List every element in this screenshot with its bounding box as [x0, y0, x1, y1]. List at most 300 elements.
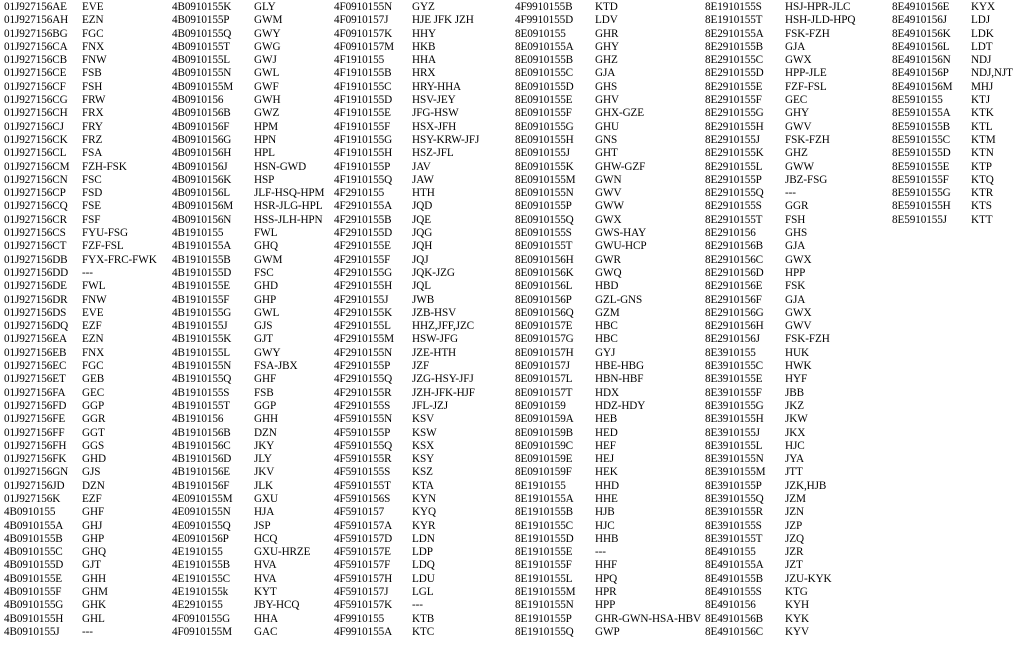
part-code: 8E3910155Q [705, 492, 764, 505]
part-value: KYV [785, 625, 809, 638]
table-row [515, 559, 701, 572]
part-code: 4B0910155P [172, 14, 230, 27]
part-value: LDU [412, 572, 435, 585]
part-code: 8E4910156P [892, 67, 949, 80]
table-row [705, 280, 855, 293]
part-code: 01J927156CB [4, 54, 67, 67]
part-code: 8E4910156E [892, 1, 950, 13]
part-code: 8E2910155F [705, 94, 762, 107]
part-value: GWY [254, 346, 281, 359]
part-code: 01J927156CT [4, 240, 67, 253]
table-row [334, 320, 479, 333]
table-column [4, 1, 157, 639]
table-row [4, 307, 157, 320]
part-code: 4B1910155S [172, 386, 230, 399]
table-row [4, 413, 157, 426]
table-row [4, 254, 157, 267]
part-value: FSA [82, 147, 103, 160]
table-column [705, 1, 855, 639]
part-value: GHF [254, 373, 277, 386]
part-value: JZP [785, 519, 803, 532]
part-code: 8E4910156C [705, 625, 764, 638]
table-row [515, 387, 701, 400]
part-code: 4F5910155S [334, 466, 391, 479]
part-code: 01J927156BG [4, 27, 68, 40]
part-code: 4F1910155B [334, 67, 392, 80]
part-value: FWL [82, 280, 106, 293]
table-row [172, 294, 324, 307]
part-code: 8E0910155B [515, 54, 574, 67]
part-value: JZF [412, 360, 430, 373]
part-value: HBE-HBG [595, 360, 645, 373]
part-code: 4E2910155 [172, 599, 223, 612]
part-code: 4F2910155N [334, 346, 393, 359]
part-value: HBC [595, 333, 618, 346]
table-row [4, 520, 157, 533]
table-row [705, 307, 855, 320]
table-row [705, 1, 855, 14]
part-code: 01J927156FA [4, 386, 66, 399]
part-value: FNW [82, 293, 107, 306]
part-code: 8E1910155F [515, 559, 572, 572]
table-row [172, 493, 324, 506]
table-row [172, 54, 324, 67]
part-value: NDJ [971, 54, 992, 67]
part-value: FSD [82, 187, 103, 200]
part-code: 4F5910157 [334, 506, 385, 519]
table-row [705, 94, 855, 107]
part-value: LDJ [971, 14, 990, 27]
part-value: EZN [82, 333, 104, 346]
part-value: FRY [82, 120, 103, 133]
table-row [892, 174, 1013, 187]
part-value: KSZ [412, 466, 433, 479]
table-row [705, 480, 855, 493]
part-code: 4B0910155M [172, 80, 234, 93]
table-row [892, 41, 1013, 54]
part-code: 4B1910156B [172, 426, 231, 439]
table-row [705, 28, 855, 41]
table-row [172, 613, 324, 626]
table-row [172, 506, 324, 519]
part-value: KTQ [971, 173, 994, 186]
table-row [172, 533, 324, 546]
table-row [334, 559, 479, 572]
part-code: 8E0910156L [515, 280, 573, 293]
part-code: 4F1910155F [334, 120, 391, 133]
table-row [515, 67, 701, 80]
part-code: 4B0910155N [172, 67, 232, 80]
part-code: 8E0910157T [515, 386, 573, 399]
part-code: 8E0910157J [515, 360, 570, 373]
table-row [705, 440, 855, 453]
part-value: GWL [254, 306, 280, 319]
part-value: JQJ [412, 253, 429, 266]
part-value: HPQ [595, 572, 618, 585]
part-value: HSV-JEY [412, 94, 456, 107]
table-row [515, 1, 701, 14]
part-code: 4F5910157E [334, 546, 391, 559]
part-code: 01J927156K [4, 492, 61, 505]
part-code: 8E2910156F [705, 293, 762, 306]
part-value: HUK [785, 346, 809, 359]
part-code: 4B1910155T [172, 399, 231, 412]
part-code: 4F1910155 [334, 54, 385, 67]
table-row [334, 67, 479, 80]
part-code: 8E1910155D [515, 532, 574, 545]
part-value: HSW-JFG [412, 333, 458, 346]
table-row [4, 67, 157, 80]
table-row [334, 267, 479, 280]
part-code: 4F9910155D [515, 14, 574, 27]
table-row [515, 613, 701, 626]
table-row [4, 559, 157, 572]
part-code: 8E0910156P [515, 293, 572, 306]
part-code: 01J927156EC [4, 360, 67, 373]
part-code: 8E2910155B [705, 40, 764, 53]
table-row [705, 81, 855, 94]
part-value: GHQ [254, 240, 278, 253]
part-code: 8E1910155Q [515, 625, 574, 638]
table-row [334, 200, 479, 213]
part-value: HVA [254, 559, 277, 572]
part-value: HPP-JLE [785, 67, 827, 80]
table-row [705, 586, 855, 599]
part-value: GWW [595, 200, 624, 213]
part-value: HJC [785, 439, 805, 452]
part-value: JKW [785, 413, 808, 426]
table-row [334, 254, 479, 267]
table-row [172, 573, 324, 586]
table-column [892, 1, 1013, 227]
part-code: 8E3910155M [705, 466, 766, 479]
part-value: HSP [254, 173, 275, 186]
part-code: 8E3910155R [705, 506, 764, 519]
table-row [172, 267, 324, 280]
part-code: 4B0910155J [4, 625, 60, 638]
part-value: KTN [971, 147, 994, 160]
part-code: 8E2910155S [705, 200, 762, 213]
table-row [4, 466, 157, 479]
part-code: 8E1910155N [515, 599, 574, 612]
table-row [4, 387, 157, 400]
table-row [705, 333, 855, 346]
part-value: JLY [254, 453, 272, 466]
table-row [4, 174, 157, 187]
part-code: 8E0910159C [515, 439, 574, 452]
part-value: HSR-JLG-HPL [254, 200, 323, 213]
table-row [705, 294, 855, 307]
part-code: 4B0910155B [4, 532, 63, 545]
table-row [892, 147, 1013, 160]
part-code: 8E0910155G [515, 120, 574, 133]
table-row [892, 14, 1013, 27]
part-value: JZT [785, 559, 803, 572]
part-code: 01J927156FH [4, 439, 67, 452]
part-code: 01J927156DD [4, 266, 69, 279]
table-row [705, 373, 855, 386]
part-value: GWQ [595, 266, 622, 279]
table-row [334, 347, 479, 360]
part-value: FZH-FSK [82, 160, 127, 173]
part-code: 4E0910155Q [172, 519, 231, 532]
part-value: KTD [595, 1, 618, 13]
part-value: GWS-HAY [595, 227, 647, 240]
table-row [334, 546, 479, 559]
part-code: 4B1910155Q [172, 373, 232, 386]
part-code: 4E1910155B [172, 559, 231, 572]
part-value: JAV [412, 160, 431, 173]
table-row [334, 187, 479, 200]
part-value: HPL [254, 147, 275, 160]
part-value: DZN [82, 479, 105, 492]
part-code: 8E3910155F [705, 386, 762, 399]
table-row [334, 214, 479, 227]
part-code: 8E2910156C [705, 253, 764, 266]
table-row [4, 187, 157, 200]
part-value: FSB [254, 386, 274, 399]
part-value: KTC [412, 625, 435, 638]
part-code: 8E0910155A [515, 40, 574, 53]
part-code: 01J927156AH [4, 14, 69, 27]
part-code: 4F0910155M [172, 625, 232, 638]
part-code: 8E4910155A [705, 559, 764, 572]
table-row [4, 626, 157, 639]
part-value: FZF-FSL [785, 80, 827, 93]
table-row [4, 440, 157, 453]
table-row [892, 94, 1013, 107]
part-value: GWX [785, 306, 812, 319]
table-row [4, 200, 157, 213]
table-row [705, 320, 855, 333]
table-row [4, 121, 157, 134]
part-value: JQE [412, 213, 431, 226]
part-code: 4B0910155L [172, 54, 231, 67]
part-value: JQK-JZG [412, 266, 455, 279]
table-row [334, 613, 479, 626]
table-row [334, 573, 479, 586]
part-value: KYN [412, 492, 436, 505]
part-code: 8E3910155J [705, 426, 760, 439]
part-value: JFG-HSW [412, 107, 459, 120]
part-code: 8E2910156H [705, 320, 764, 333]
part-code: 01J927156GN [4, 466, 69, 479]
table-column [515, 1, 701, 639]
table-row [334, 41, 479, 54]
table-row [515, 453, 701, 466]
table-row [515, 440, 701, 453]
part-value: LDQ [412, 559, 435, 572]
table-row [334, 387, 479, 400]
part-value: GWJ [254, 54, 277, 67]
table-row [705, 54, 855, 67]
part-value: JZE-HTH [412, 346, 457, 359]
table-row [334, 227, 479, 240]
part-value: JZN [785, 506, 804, 519]
part-value: HKB [412, 40, 436, 53]
table-row [892, 134, 1013, 147]
part-code: 4F2910155M [334, 333, 394, 346]
table-row [705, 347, 855, 360]
table-row [172, 41, 324, 54]
part-value: JZK,HJB [785, 479, 827, 492]
part-value: LDK [971, 27, 994, 40]
part-code: 8E5910155F [892, 173, 949, 186]
part-code: 4B0910155Q [172, 27, 232, 40]
part-value: KYR [412, 519, 436, 532]
part-code: 4F2910155K [334, 306, 393, 319]
part-value: GWL [254, 67, 280, 80]
table-row [4, 14, 157, 27]
part-code: 8E4910156N [892, 54, 951, 67]
part-code: 4B1910155F [172, 293, 230, 306]
part-code: 8E2910155D [705, 67, 764, 80]
table-row [4, 28, 157, 41]
part-code: 4B1910156F [172, 479, 230, 492]
part-value: FSK-FZH [785, 27, 830, 40]
part-code: 4B1910155G [172, 306, 232, 319]
part-code: 4F0910155N [334, 1, 393, 13]
part-value: HDZ-HDY [595, 399, 646, 412]
part-code: 8E1910155L [515, 572, 573, 585]
part-value: KYH [785, 599, 809, 612]
part-value: JLF-HSQ-HPM [254, 187, 325, 200]
table-row [515, 347, 701, 360]
table-row [515, 147, 701, 160]
part-code: 01J927156DQ [4, 320, 69, 333]
part-value: GHR-GWN-HSA-HBV [595, 612, 702, 625]
part-code: 8E0910155C [515, 67, 574, 80]
part-value: GHV [595, 94, 619, 107]
part-code: 4B0910156F [172, 120, 230, 133]
part-value: HVA [254, 572, 277, 585]
table-row [515, 200, 701, 213]
part-value: HHZ,JFF,JZC [412, 320, 475, 333]
part-value: GHT [595, 147, 618, 160]
part-value: GEC [785, 94, 808, 107]
part-code: 8E0910155S [515, 227, 572, 240]
table-row [4, 373, 157, 386]
part-value: JZB-HSV [412, 306, 457, 319]
part-value: FSB [82, 67, 102, 80]
table-row [705, 14, 855, 27]
part-value: GWU-HCP [595, 240, 647, 253]
table-row [705, 413, 855, 426]
table-row [705, 240, 855, 253]
part-value: GWX [595, 213, 622, 226]
part-value: GJT [254, 333, 273, 346]
part-value: FRW [82, 94, 106, 107]
table-row [892, 1, 1013, 14]
part-value: KYK [785, 612, 809, 625]
part-value: HHY [412, 27, 436, 40]
part-value: FSF [82, 213, 101, 226]
part-value: JZR [785, 546, 804, 559]
part-value: JQH [412, 240, 433, 253]
part-value: GHM [82, 586, 108, 599]
part-code: 01J927156CM [4, 160, 70, 173]
part-code: 4B0910155 [4, 506, 56, 519]
part-code: 8E3910155E [705, 373, 763, 386]
part-code: 8E1910155C [515, 519, 574, 532]
part-value: JKY [254, 439, 275, 452]
part-value: HJB [595, 506, 615, 519]
part-code: 01J927156CN [4, 173, 68, 186]
part-value: GHL [82, 612, 105, 625]
table-row [705, 227, 855, 240]
part-value: GWP [595, 625, 620, 638]
part-value: LGL [412, 586, 434, 599]
part-code: 8E3910155C [705, 360, 764, 373]
table-row [172, 427, 324, 440]
table-row [4, 294, 157, 307]
part-code: 01J927156JD [4, 479, 65, 492]
part-code: 8E0910155K [515, 160, 574, 173]
table-row [705, 187, 855, 200]
table-row [515, 333, 701, 346]
part-value: HSJ-HPR-JLC [785, 1, 851, 13]
table-row [4, 41, 157, 54]
part-code: 8E3910155S [705, 519, 762, 532]
part-value: GWZ [254, 107, 280, 120]
table-row [334, 134, 479, 147]
part-value: KTM [971, 133, 996, 146]
table-row [334, 493, 479, 506]
part-value: --- [412, 599, 423, 612]
part-value: JTT [785, 466, 803, 479]
table-row [4, 134, 157, 147]
part-code: 8E4910156M [892, 80, 953, 93]
table-row [334, 520, 479, 533]
part-value: KYX [971, 1, 995, 13]
part-code: 8E0910156H [515, 253, 574, 266]
table-row [334, 440, 479, 453]
part-value: GAC [254, 625, 278, 638]
part-value: GEB [82, 373, 105, 386]
table-row [515, 466, 701, 479]
part-value: LDP [412, 546, 433, 559]
part-code: 8E0910159F [515, 466, 572, 479]
part-code: 4B1910155J [172, 320, 228, 333]
part-value: KTA [412, 479, 434, 492]
part-code: 4B0910155K [172, 1, 232, 13]
part-value: GHY [595, 40, 619, 53]
table-row [172, 440, 324, 453]
part-code: 8E5910155H [892, 200, 951, 213]
part-value: GWG [254, 40, 281, 53]
part-value: FZF-FSL [82, 240, 124, 253]
table-row [172, 107, 324, 120]
part-value: FYU-FSG [82, 227, 128, 240]
table-row [515, 174, 701, 187]
part-value: JZM [785, 492, 806, 505]
part-value: GJS [254, 320, 273, 333]
part-value: GWV [595, 187, 622, 200]
part-code: 01J927156FD [4, 399, 67, 412]
part-code: 4F2910155J [334, 293, 389, 306]
table-row [515, 267, 701, 280]
part-code: 4B0910155G [4, 599, 64, 612]
part-code: 4F5910155R [334, 453, 392, 466]
part-code: 4B0910156M [172, 200, 234, 213]
part-code: 01J927156FE [4, 413, 66, 426]
part-value: HSY-KRW-JFJ [412, 133, 480, 146]
part-code: 4F1910155P [334, 160, 391, 173]
part-code: 4F5910157K [334, 599, 393, 612]
part-value: HED [595, 426, 618, 439]
table-row [172, 147, 324, 160]
table-row [334, 307, 479, 320]
